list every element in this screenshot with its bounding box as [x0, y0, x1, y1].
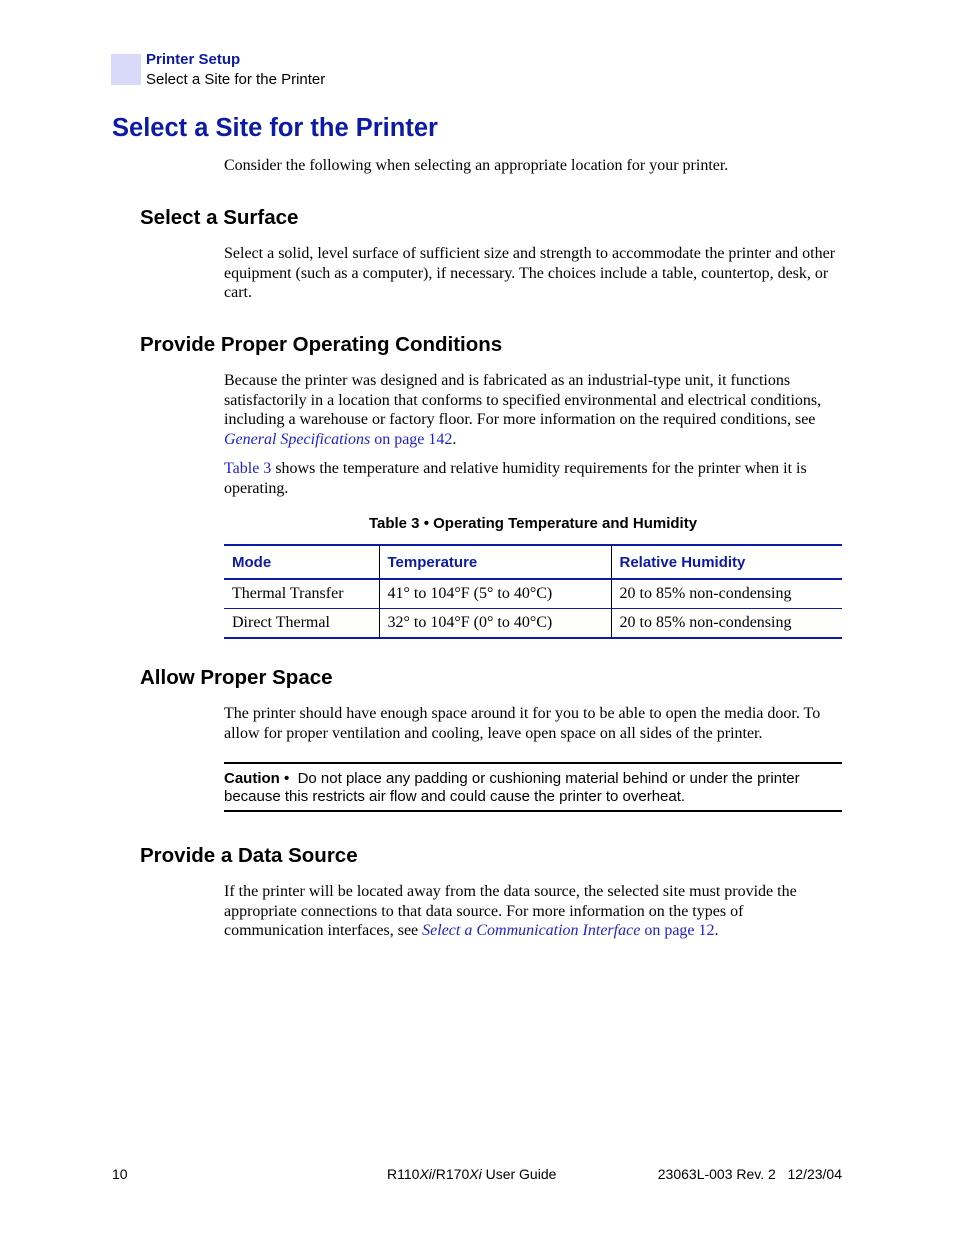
table-reference-paragraph	[224, 459, 844, 498]
header-section-title: Printer Setup	[146, 51, 241, 68]
operating-paragraph	[224, 371, 844, 449]
col-header-temperature: Temperature	[379, 545, 611, 579]
footer-doc-info	[658, 1166, 842, 1182]
cell-mode: Thermal Transfer	[224, 579, 379, 609]
heading-operating-conditions: Provide Proper Operating Conditions	[140, 333, 503, 356]
table-row	[224, 579, 842, 609]
footer-doc-title-prefix: R110	[387, 1166, 420, 1182]
heading-select-surface: Select a Surface	[140, 206, 299, 229]
temperature-humidity-table	[224, 544, 842, 639]
link-table-3[interactable]: Table 3	[224, 460, 272, 477]
intro-paragraph: Consider the following when selecting an appropriate location for your printer.	[224, 157, 729, 174]
operating-body-text: Because the printer was designed and is fabricated as an industrial-type unit, it functions satisfactorily in a location that conforms to specified environmental and electrical conditions, including a warehouse or factory floor. For more information on the required conditions, see	[224, 372, 822, 429]
caution-note	[224, 762, 842, 812]
surface-paragraph: Select a solid, level surface of sufficient size and strength to accommodate the printer and other equipment (such as a computer), if necessary. The choices include a table, countertop, desk, or cart.	[224, 245, 836, 302]
heading-data-source: Provide a Data Source	[140, 844, 358, 867]
col-header-humidity: Relative Humidity	[611, 545, 842, 579]
table-reference-text: shows the temperature and relative humidity requirements for the printer when it is operating.	[224, 460, 807, 497]
cell-humidity: 20 to 85% non-condensing	[611, 579, 842, 609]
footer-doc-title-xi-1: Xi	[419, 1166, 432, 1182]
data-source-body-end: .	[714, 922, 719, 940]
header-tab-marker	[111, 54, 141, 85]
data-source-paragraph	[224, 882, 844, 941]
operating-body-end: .	[452, 430, 457, 448]
cell-temperature: 32° to 104°F (0° to 40°C)	[379, 609, 611, 639]
cell-temperature: 41° to 104°F (5° to 40°C)	[379, 579, 611, 609]
header-topic-title: Select a Site for the Printer	[146, 71, 326, 88]
footer-doc-title-suffix: User Guide	[481, 1166, 557, 1182]
space-paragraph: The printer should have enough space around it for you to be able to open the media door. To allow for proper ventilation and cooling, leave open space on all sides of the printer.	[224, 705, 821, 742]
cell-mode: Direct Thermal	[224, 609, 379, 639]
table-caption: Table 3 • Operating Temperature and Humidity	[368, 515, 698, 532]
link-general-specifications[interactable]: General Specifications	[224, 430, 371, 448]
table-header-row	[224, 545, 842, 579]
page-title: Select a Site for the Printer	[112, 114, 438, 142]
table-row	[224, 609, 842, 639]
cell-humidity: 20 to 85% non-condensing	[611, 609, 842, 639]
footer-page-number: 10	[112, 1166, 128, 1182]
footer-doc-id: 23063L-003 Rev. 2	[657, 1166, 776, 1182]
link-communication-interface[interactable]: Select a Communication Interface	[422, 922, 641, 940]
footer-doc-title-mid: /R170	[431, 1166, 470, 1182]
heading-allow-space: Allow Proper Space	[140, 666, 333, 689]
caution-text: Do not place any padding or cushioning material behind or under the printer because this restricts air flow and could cause the printer to overheat.	[224, 770, 800, 805]
caution-label: Caution •	[224, 770, 290, 787]
link-general-specifications-page[interactable]: on page 142	[374, 430, 453, 448]
link-communication-interface-page[interactable]: on page 12	[644, 922, 715, 940]
footer-doc-title	[387, 1166, 556, 1182]
footer-date: 12/23/04	[787, 1166, 842, 1182]
col-header-mode: Mode	[224, 545, 379, 579]
footer-doc-title-xi-2: Xi	[469, 1166, 482, 1182]
data-source-body-text: If the printer will be located away from the data source, the selected site must provide the appropriate connections to that data source. For more information on the types of communication interfaces, see	[224, 883, 797, 940]
